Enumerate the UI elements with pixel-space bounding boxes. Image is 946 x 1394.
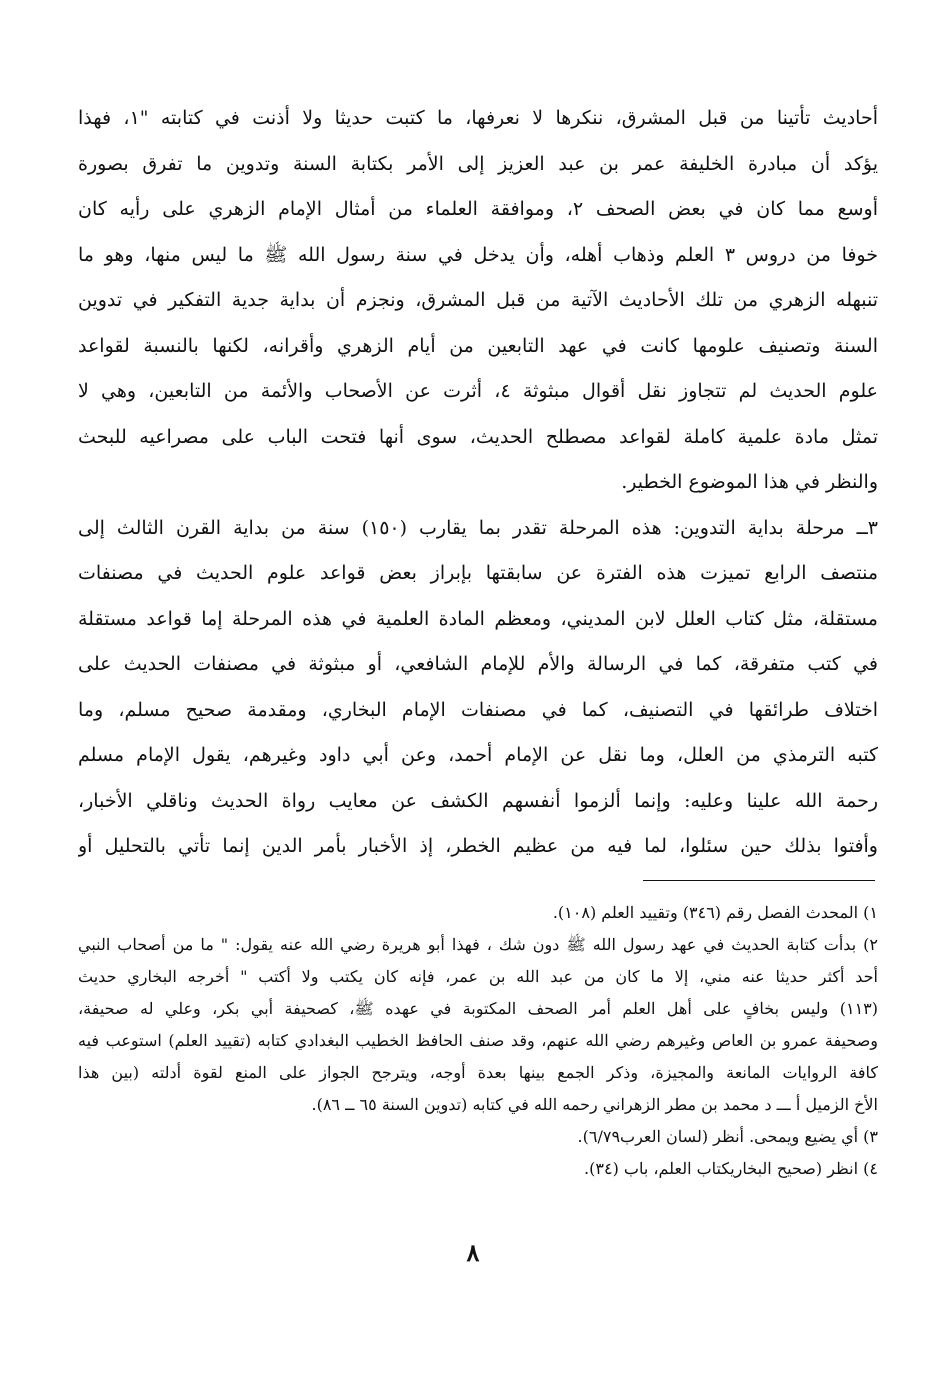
text-line: تنبهله الزهري من تلك الأحاديث الآتية من قبل المشرق، ونجزم أن بداية جدية التفكير في تدوين: [78, 289, 878, 311]
text-line: رحمة الله علينا وعليه: وإنما ألزموا أنفسهم الكشف عن معايب رواة الحديث وناقلي الأخبار،: [78, 789, 878, 812]
footnote-line: وصحيفة عمرو بن العاص وغيرهم رضي الله عنهم، وقد صنف الحافظ الخطيب البغدادي كتابه (تقييد العلم) استوعب فيه: [78, 1031, 878, 1050]
text-line: أحاديث تأتينا من قبل المشرق، ننكرها لا نعرفها، ما كتبت حديثا ولا أذنت في كتابته "١، فهذا: [78, 107, 878, 129]
text-line: أوسع مما كان في بعض الصحف ٢، وموافقة العلماء من أمثال الإمام الزهري على رأيه كان: [78, 198, 878, 220]
text-line: يؤكد أن مبادرة الخليفة عمر بن عبد العزيز إلى الأمر بكتابة السنة وتدوين ما تفرق بصورة: [78, 152, 878, 175]
text-line: مستقلة، مثل كتاب العلل لابن المديني، ومعظم المادة العلمية في هذه المرحلة إما قواعد مستقلة: [78, 607, 878, 630]
footnote-line: (١١٣) وليس بخافٍ على أهل العلم أمر الصحف المكتوبة في عهده ﷺ، كصحيفة أبي بكر، وعلي له صحيفة،: [78, 999, 878, 1018]
text-line: السنة وتصنيف علومها كانت في عهد التابعين من أيام الزهري وأقرانه، لكنها بالنسبة لقواعد: [78, 334, 878, 357]
text-line: اختلاف طرائقها في التصنيف، كما في مصنفات الإمام البخاري، ومقدمة صحيح مسلم، وما: [78, 698, 878, 721]
footnote-line: ٤) انظر (صحيح البخاريكتاب العلم، باب (٣٤).: [584, 1159, 878, 1178]
footnote-line: ٢) بدأت كتابة الحديث في عهد رسول الله ﷺ دون شك ، فهذا أبو هريرة رضي الله عنه يقول: " ما من أصحاب النبي: [78, 935, 878, 954]
footnote-separator: [643, 880, 875, 881]
text-line: علوم الحديث لم تتجاوز نقل أقوال مبثوثة ٤، أثرت عن الأصحاب والأئمة من التابعين، وهي لا: [78, 380, 878, 402]
text-line: وأفتوا بذلك حين سئلوا، لما فيه من عظيم الخطر، إذ الأخبار بأمر الدين إنما تأتي بالتحليل أو: [78, 835, 878, 857]
text-line: في كتب متفرقة، كما في الرسالة والأم للإمام الشافعي، أو مبثوثة في مصنفات الحديث على: [78, 653, 878, 675]
text-line: منتصف الرابع تميزت هذه الفترة عن سابقتها بإبراز بعض قواعد علوم الحديث في مصنفات: [78, 562, 878, 584]
footnote-line: الأخ الزميل أ ـــ د محمد بن مطر الزهراني رحمه الله في كتابه (تدوين السنة ٦٥ ــ ٨٦).: [311, 1095, 878, 1114]
footnote-line: أحد أكثر حديثا عنه مني، إلا ما كان من عبد الله بن عمر، فإنه كان يكتب ولا أكتب " أخرجه البخاري حديث: [78, 967, 878, 986]
text-line: والنظر في هذا الموضوع الخطير.: [621, 471, 878, 493]
footnote-line: ١) المحدث الفصل رقم (٣٤٦) وتقييد العلم (١٠٨).: [552, 903, 878, 922]
text-line: كتبه الترمذي من العلل، وما نقل عن الإمام أحمد، وعن أبي داود وغيرهم، يقول الإمام مسلم: [78, 744, 878, 766]
main-text: [78, 96, 878, 870]
page-number: ٨: [466, 1238, 480, 1267]
text-line: خوفا من دروس ٣ العلم وذهاب أهله، وأن يدخل في سنة رسول الله ﷺ ما ليس منها، وهو ما: [78, 243, 878, 266]
text-line: تمثل مادة علمية كاملة لقواعد مصطلح الحديث، سوى أنها فتحت الباب على مصراعيه للبحث: [78, 425, 878, 448]
footnote-line: ٣) أي يضيع ويمحى. أنظر (لسان العرب٦/٧٩).: [577, 1127, 878, 1146]
footnotes: [78, 897, 878, 1185]
text-line: ٣ــ مرحلة بداية التدوين: هذه المرحلة تقدر بما يقارب (١٥٠) سنة من بداية القرن الثالث إلى: [78, 516, 878, 539]
footnote-line: كافة الروايات المانعة والمجيزة، وذكر الجمع بينها بعدة أوجه، ويترجح الجواز على المنع لقوة أدلته (بين هذا: [78, 1063, 878, 1082]
